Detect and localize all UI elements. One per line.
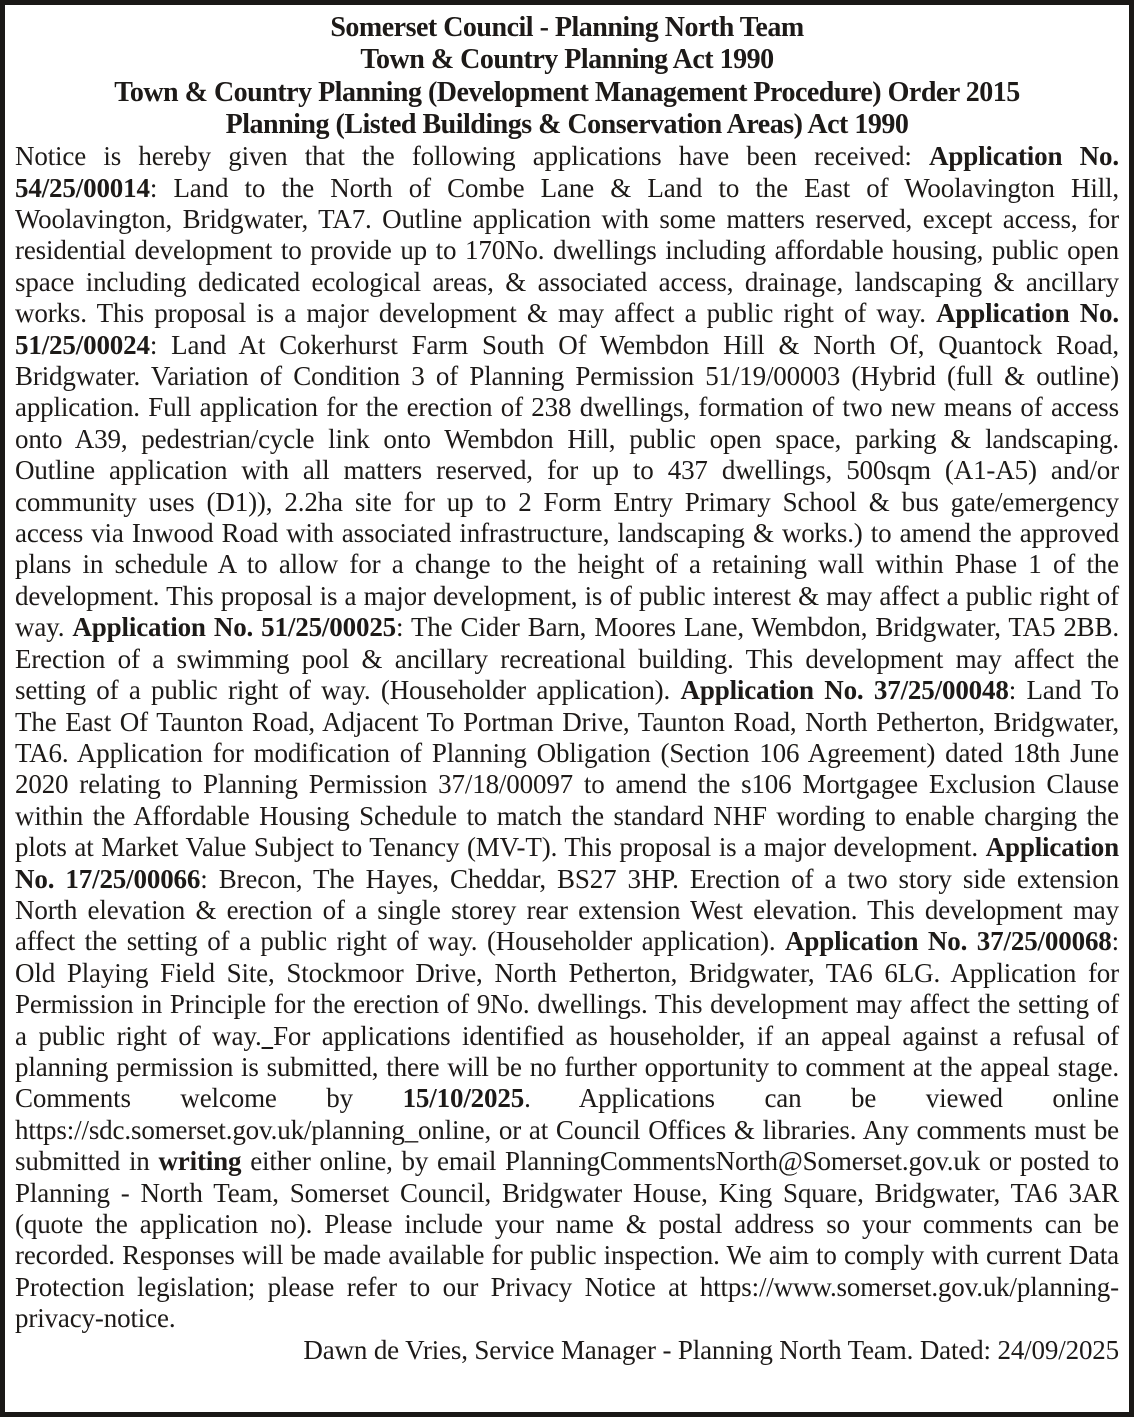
application-number: Application No. 37/25/00068: [785, 926, 1112, 957]
intro-text: Notice is hereby given that the following applications have been received:: [15, 141, 929, 172]
application-number: Application No. 51/25/00024: [15, 298, 1119, 360]
comments-deadline-date: 15/10/2025: [402, 1083, 525, 1114]
underlined-space: [262, 1021, 274, 1051]
emphasis-writing: writing: [158, 1146, 242, 1177]
notice-body-text: [15, 141, 1119, 1334]
application-description: : Land To The East Of Taunton Road, Adjacent To Portman Drive, Taunton Road, North Petherton, Bridgwater, TA6. Application for modification of Planning Obligation (Section 106 Agreement) dated 18th June 2020 relating to Planning Permission 37/18/00097 to amend the s106 Mortgagee Exclusion Clause within the Affordable Housing Schedule to match the standard NHF wording to enable charging the plots at Market Value Subject to Tenancy (MV-T). This proposal is a major development.: [15, 675, 1119, 863]
application-description: : Land At Cokerhurst Farm South Of Wembdon Hill & North Of, Quantock Road, Bridgwater. Variation of Condition 3 of Planning Permission 51/19/00003 (Hybrid (full & outline) application. Full application for the erection of 238 dwellings, formation of two new means of access onto A39, pedestrian/cycle link onto Wembdon Hill, public open space, parking & landscaping. Outline application with all matters reserved, for up to 437 dwellings, 500sqm (A1-A5) and/or community uses (D1)), 2.2ha site for up to 2 Form Entry Primary School & bus gate/emergency access via Inwood Road with associated infrastructure, landscaping & works.) to amend the approved plans in schedule A to allow for a change to the height of a retaining wall within Phase 1 of the development. This proposal is a major development, is of public interest & may affect a public right of way.: [15, 329, 1119, 643]
application-description: : Old Playing Field Site, Stockmoor Drive, North Petherton, Bridgwater, TA6 6LG. Application for Permission in Principle for the erection of 9No. dwellings. This development may affect the setting of a public right of way.: [15, 926, 1120, 1051]
submission-instructions: either online, by email PlanningCommentsNorth@Somerset.gov.uk or posted to Planning - North Team, Somerset Council, Bridgwater House, King Square, Bridgwater, TA6 3AR (quote the application no). Please include your name & postal address so your comments can be recorded. Responses will be made available for public inspection. We aim to comply with current Data Protection legislation; please refer to our Privacy Notice at https://www.somerset.gov.uk/planning-privacy-notice.: [15, 1146, 1119, 1334]
application-description: : Brecon, The Hayes, Cheddar, BS27 3HP. Erection of a two story side extension North elevation & erection of a single storey rear extension West elevation. This development may affect the setting of a public right of way. (Householder application).: [15, 863, 1119, 957]
householder-appeal-note: For applications identified as householder, if an appeal against a refusal of planning permission is submitted, there will be no further opportunity to comment at the appeal stage. Comments welcome by: [15, 1020, 1119, 1114]
notice-org-title: Somerset Council - Planning North Team: [330, 12, 804, 43]
dmpo-order-title: Town & Country Planning (Development Management Procedure) Order 2015: [114, 76, 1020, 108]
notice-header: [15, 12, 1119, 141]
application-number: Application No. 51/25/00025: [72, 612, 397, 643]
signature-line: Dawn de Vries, Service Manager - Planning North Team. Dated: 24/09/2025: [303, 1334, 1119, 1365]
application-number: Application No. 17/25/00066: [15, 832, 1119, 894]
listed-buildings-act-title: Planning (Listed Buildings & Conservation Areas) Act 1990: [225, 108, 909, 140]
viewing-instructions: . Applications can be viewed online https://sdc.somerset.gov.uk/planning_online, or at Council Offices & libraries. Any comments must be submitted in: [15, 1083, 1119, 1177]
application-description: : The Cider Barn, Moores Lane, Wembdon, Bridgwater, TA5 2BB. Erection of a swimming pool & ancillary recreational building. This development may affect the setting of a public right of way. (Householder application).: [15, 612, 1119, 706]
town-country-planning-act-title: Town & Country Planning Act 1990: [360, 44, 774, 76]
application-description: : Land to the North of Combe Lane & Land to the East of Woolavington Hill, Woolavington, Bridgwater, TA7. Outline application with some matters reserved, except access, for residential development to provide up to 170No. dwellings including affordable housing, public open space including dedicated ecological areas, & associated access, drainage, landscaping & ancillary works. This proposal is a major development & may affect a public right of way.: [15, 172, 1119, 329]
application-number: Application No. 37/25/00048: [680, 675, 1009, 706]
application-number: Application No. 54/25/00014: [15, 141, 1119, 203]
